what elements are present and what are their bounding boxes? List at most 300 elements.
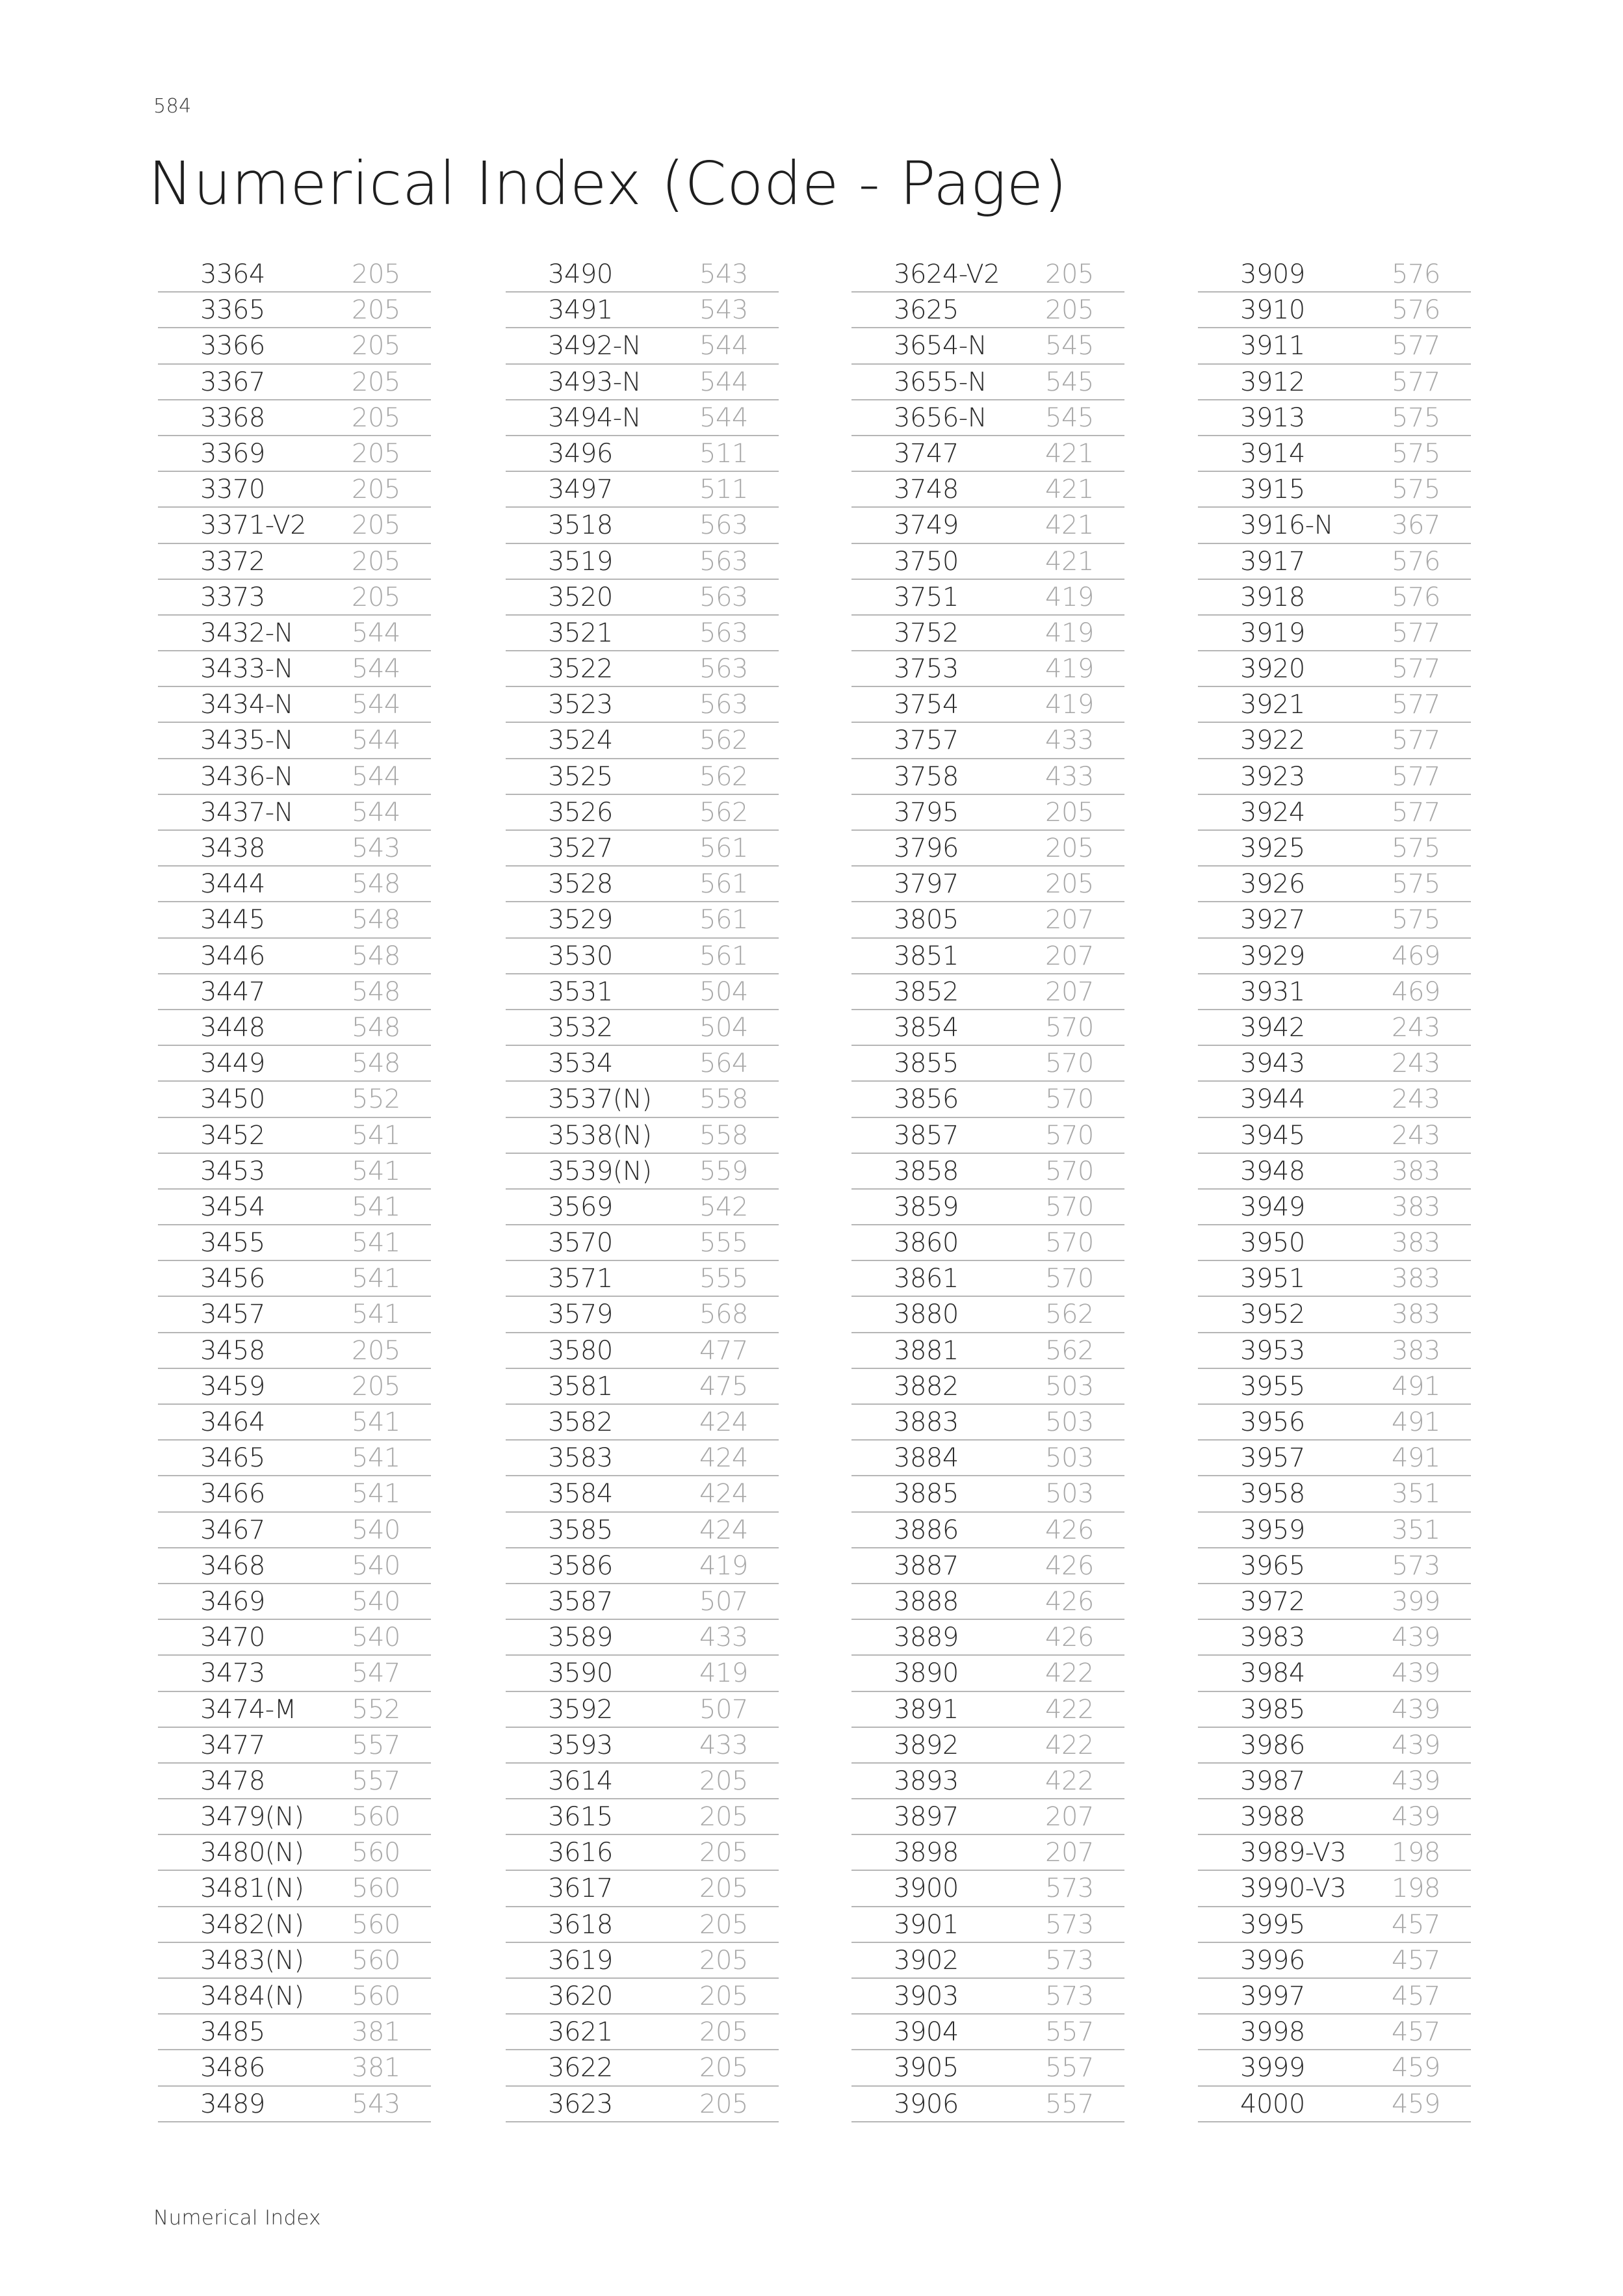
index-code: 3490 [548, 259, 613, 289]
index-page-ref: 457 [1392, 2017, 1440, 2048]
index-code: 3458 [200, 1335, 265, 1366]
index-page-ref: 424 [699, 1515, 748, 1545]
index-page-ref: 568 [699, 1299, 748, 1330]
index-page-ref: 545 [1045, 367, 1094, 397]
index-code: 3856 [894, 1084, 959, 1115]
index-row [851, 1082, 1124, 1117]
index-page-ref: 426 [1045, 1550, 1094, 1581]
index-page-ref: 205 [352, 510, 400, 541]
index-row [1198, 723, 1471, 759]
index-code: 3910 [1240, 295, 1305, 326]
index-row [506, 974, 779, 1010]
index-page-ref: 552 [352, 1694, 400, 1725]
index-page-ref: 205 [699, 2053, 748, 2083]
index-row [158, 1799, 431, 1835]
index-page-ref: 552 [352, 1084, 400, 1115]
index-page-ref: 570 [1045, 1228, 1094, 1259]
index-page-ref: 383 [1392, 1264, 1440, 1294]
index-page-ref: 205 [352, 331, 400, 361]
index-page-ref: 541 [352, 1407, 400, 1437]
index-page-ref: 439 [1392, 1694, 1440, 1725]
index-code: 3432-N [200, 618, 294, 648]
index-row [1198, 1082, 1471, 1117]
index-page-ref: 576 [1392, 582, 1440, 612]
index-code: 3956 [1240, 1407, 1305, 1437]
index-code: 3474-M [200, 1694, 296, 1725]
index-page-ref: 503 [1045, 1407, 1094, 1437]
index-row [851, 1297, 1124, 1333]
index-code: 3435-N [200, 725, 294, 756]
index-page-ref: 541 [352, 1479, 400, 1509]
index-page-ref: 544 [352, 797, 400, 828]
index-code: 3927 [1240, 905, 1305, 935]
index-page-ref: 207 [1045, 976, 1094, 1007]
index-page-ref: 562 [699, 797, 748, 828]
index-row [851, 1118, 1124, 1154]
index-page-ref: 577 [1392, 618, 1440, 648]
index-code: 3886 [894, 1515, 959, 1545]
index-row [506, 1656, 779, 1691]
index-row [1198, 1513, 1471, 1548]
index-row [158, 1692, 431, 1728]
index-code: 3455 [200, 1228, 265, 1259]
index-code: 3464 [200, 1407, 265, 1437]
index-row [506, 2087, 779, 2122]
index-code: 3569 [548, 1192, 613, 1222]
index-code: 3444 [200, 869, 265, 900]
index-code: 3752 [894, 618, 959, 648]
index-page-ref: 560 [352, 1838, 400, 1868]
index-row [506, 436, 779, 472]
index-row [158, 1656, 431, 1691]
index-code: 3593 [548, 1730, 613, 1760]
index-page-ref: 205 [699, 2017, 748, 2048]
index-code: 3617 [548, 1873, 613, 1904]
index-page-ref: 424 [699, 1479, 748, 1509]
index-page-ref: 547 [352, 1658, 400, 1689]
index-page-ref: 541 [352, 1264, 400, 1294]
index-page-ref: 570 [1045, 1012, 1094, 1043]
index-code: 3526 [548, 797, 613, 828]
index-page-ref: 577 [1392, 690, 1440, 720]
index-page-ref: 426 [1045, 1515, 1094, 1545]
index-page-ref: 570 [1045, 1084, 1094, 1115]
index-row [1198, 436, 1471, 472]
index-row [851, 759, 1124, 795]
index-page-ref: 542 [699, 1192, 748, 1222]
index-row [158, 616, 431, 651]
index-row [506, 902, 779, 938]
index-page-ref: 541 [352, 1443, 400, 1474]
index-page-ref: 507 [699, 1586, 748, 1617]
index-page-ref: 557 [1045, 2017, 1094, 2048]
index-page-ref: 545 [1045, 331, 1094, 361]
index-code: 3955 [1240, 1371, 1305, 1402]
index-page-ref: 459 [1392, 2089, 1440, 2119]
index-page-ref: 511 [699, 438, 748, 469]
index-page-ref: 419 [699, 1550, 748, 1581]
index-page-ref: 243 [1392, 1084, 1440, 1115]
index-page-ref: 577 [1392, 797, 1440, 828]
index-code: 3909 [1240, 259, 1305, 289]
index-page-ref: 419 [1045, 618, 1094, 648]
index-row [506, 580, 779, 616]
index-row [1198, 400, 1471, 436]
index-code: 3757 [894, 725, 959, 756]
index-row [158, 795, 431, 831]
index-code: 3479(N) [200, 1802, 304, 1833]
index-page-ref: 573 [1045, 1981, 1094, 2011]
index-page-ref: 570 [1045, 1049, 1094, 1079]
index-page-ref: 573 [1045, 1909, 1094, 1940]
index-code: 3996 [1240, 1945, 1305, 1976]
index-code: 3466 [200, 1479, 265, 1509]
index-page-ref: 543 [352, 2089, 400, 2119]
index-page-ref: 544 [352, 654, 400, 685]
index-row [1198, 759, 1471, 795]
index-row [506, 2050, 779, 2086]
index-code: 3445 [200, 905, 265, 935]
index-page-ref: 243 [1392, 1049, 1440, 1079]
index-page-ref: 457 [1392, 1909, 1440, 1940]
index-row [1198, 1405, 1471, 1441]
index-row [1198, 2050, 1471, 2086]
index-row [158, 1764, 431, 1799]
index-row [851, 651, 1124, 687]
index-page-ref: 576 [1392, 546, 1440, 577]
index-code: 3915 [1240, 475, 1305, 505]
index-page-ref: 555 [699, 1264, 748, 1294]
index-page-ref: 541 [352, 1228, 400, 1259]
index-code: 3926 [1240, 869, 1305, 900]
index-page-ref: 205 [352, 367, 400, 397]
index-page-ref: 433 [1045, 725, 1094, 756]
index-row [851, 1799, 1124, 1835]
index-row [1198, 687, 1471, 723]
index-row [1198, 1010, 1471, 1046]
index-page-ref: 419 [1045, 654, 1094, 685]
index-row [506, 472, 779, 508]
index-code: 3904 [894, 2017, 959, 2048]
index-row [851, 1369, 1124, 1405]
index-code: 3917 [1240, 546, 1305, 577]
index-page-ref: 207 [1045, 941, 1094, 971]
index-row [1198, 472, 1471, 508]
index-code: 3371-V2 [200, 510, 307, 541]
index-page-ref: 491 [1392, 1407, 1440, 1437]
index-page-ref: 540 [352, 1550, 400, 1581]
index-code: 3999 [1240, 2053, 1305, 2083]
index-page-ref: 548 [352, 941, 400, 971]
index-page-ref: 563 [699, 654, 748, 685]
index-code: 3448 [200, 1012, 265, 1043]
index-code: 3754 [894, 690, 959, 720]
index-page-ref: 421 [1045, 546, 1094, 577]
index-page-ref: 383 [1392, 1156, 1440, 1186]
index-row [1198, 293, 1471, 328]
index-code: 3622 [548, 2053, 613, 2083]
index-row [158, 436, 431, 472]
index-code: 3897 [894, 1802, 959, 1833]
index-code: 3805 [894, 905, 959, 935]
index-code: 3623 [548, 2089, 613, 2119]
index-code: 3519 [548, 546, 613, 577]
index-code: 3587 [548, 1586, 613, 1617]
index-code: 3949 [1240, 1192, 1305, 1222]
index-code: 3881 [894, 1335, 959, 1366]
index-row [506, 1620, 779, 1656]
index-row [506, 1871, 779, 1907]
index-page-ref: 543 [699, 295, 748, 326]
index-code: 3906 [894, 2089, 959, 2119]
index-page-ref: 541 [352, 1299, 400, 1330]
index-code: 3582 [548, 1407, 613, 1437]
index-code: 3983 [1240, 1623, 1305, 1653]
index-page-ref: 433 [699, 1623, 748, 1653]
index-code: 3482(N) [200, 1909, 304, 1940]
index-code: 3859 [894, 1192, 959, 1222]
index-page-ref: 570 [1045, 1120, 1094, 1151]
index-code: 3537(N) [548, 1084, 652, 1115]
index-row [506, 1728, 779, 1764]
index-row [1198, 508, 1471, 543]
index-row [158, 1907, 431, 1943]
index-code: 3880 [894, 1299, 959, 1330]
index-code: 3656-N [894, 402, 987, 433]
index-row [851, 293, 1124, 328]
index-column-3 [851, 257, 1124, 2122]
index-code: 3990-V3 [1240, 1873, 1347, 1904]
index-page-ref: 575 [1392, 402, 1440, 433]
index-row [158, 1979, 431, 2015]
index-row [851, 1764, 1124, 1799]
index-row [1198, 795, 1471, 831]
index-row [506, 616, 779, 651]
index-row [158, 687, 431, 723]
index-row [851, 472, 1124, 508]
index-code: 3890 [894, 1658, 959, 1689]
index-row [158, 1620, 431, 1656]
index-page-ref: 205 [699, 2089, 748, 2119]
index-page-ref: 198 [1392, 1873, 1440, 1904]
index-code: 3459 [200, 1371, 265, 1402]
footer-label: Numerical Index [153, 2206, 321, 2230]
index-page-ref: 577 [1392, 367, 1440, 397]
index-row [1198, 1656, 1471, 1691]
index-code: 3531 [548, 976, 613, 1007]
index-page-ref: 561 [699, 941, 748, 971]
index-row [1198, 1979, 1471, 2015]
index-page-ref: 491 [1392, 1371, 1440, 1402]
index-page-ref: 564 [699, 1049, 748, 1079]
index-page-ref: 573 [1045, 1945, 1094, 1976]
index-code: 3950 [1240, 1228, 1305, 1259]
index-row [851, 1441, 1124, 1476]
index-code: 3952 [1240, 1299, 1305, 1330]
index-row [851, 1010, 1124, 1046]
index-row [851, 257, 1124, 293]
index-row [851, 1333, 1124, 1369]
index-row [158, 472, 431, 508]
index-code: 3749 [894, 510, 959, 541]
index-page-ref: 540 [352, 1586, 400, 1617]
index-code: 3625 [894, 295, 959, 326]
index-code: 3854 [894, 1012, 959, 1043]
index-row [506, 1584, 779, 1620]
index-page-ref: 205 [1045, 869, 1094, 900]
index-row [1198, 1728, 1471, 1764]
index-page-ref: 207 [1045, 1802, 1094, 1833]
index-row [851, 1261, 1124, 1297]
index-row [506, 400, 779, 436]
index-page-ref: 422 [1045, 1730, 1094, 1760]
index-row [1198, 1584, 1471, 1620]
index-page-ref: 555 [699, 1228, 748, 1259]
index-page-ref: 576 [1392, 259, 1440, 289]
index-row [851, 580, 1124, 616]
index-row [506, 1943, 779, 1979]
index-code: 3919 [1240, 618, 1305, 648]
index-row [851, 831, 1124, 867]
index-page-ref: 560 [352, 1909, 400, 1940]
index-page-ref: 570 [1045, 1264, 1094, 1294]
index-row [506, 1297, 779, 1333]
index-code: 3995 [1240, 1909, 1305, 1940]
index-column-4 [1198, 257, 1471, 2122]
index-row [506, 1441, 779, 1476]
index-row [158, 723, 431, 759]
index-page-ref: 422 [1045, 1658, 1094, 1689]
page-title: Numerical Index (Code - Page) [148, 149, 1068, 218]
index-row [506, 1513, 779, 1548]
index-page-ref: 577 [1392, 725, 1440, 756]
index-row [506, 831, 779, 867]
index-code: 3485 [200, 2017, 265, 2048]
index-code: 3858 [894, 1156, 959, 1186]
index-code: 3891 [894, 1694, 959, 1725]
index-page-ref: 573 [1392, 1550, 1440, 1581]
index-row [851, 328, 1124, 364]
index-code: 3972 [1240, 1586, 1305, 1617]
index-code: 3518 [548, 510, 613, 541]
index-code: 3857 [894, 1120, 959, 1151]
index-page-ref: 548 [352, 1012, 400, 1043]
index-code: 3525 [548, 761, 613, 792]
index-code: 3924 [1240, 797, 1305, 828]
index-page-ref: 383 [1392, 1192, 1440, 1222]
index-row [1198, 580, 1471, 616]
index-row [158, 1584, 431, 1620]
index-page-ref: 205 [352, 259, 400, 289]
index-code: 3468 [200, 1550, 265, 1581]
index-row [506, 293, 779, 328]
index-row [506, 1046, 779, 1082]
index-code: 3496 [548, 438, 613, 469]
index-code: 3586 [548, 1550, 613, 1581]
index-row [158, 759, 431, 795]
index-row [158, 1010, 431, 1046]
index-page-ref: 503 [1045, 1443, 1094, 1474]
index-code: 3614 [548, 1766, 613, 1796]
index-page-ref: 439 [1392, 1658, 1440, 1689]
index-page-ref: 205 [352, 1371, 400, 1402]
index-row [851, 974, 1124, 1010]
index-page-ref: 540 [352, 1623, 400, 1653]
index-code: 3751 [894, 582, 959, 612]
index-code: 3481(N) [200, 1873, 304, 1904]
index-row [506, 1261, 779, 1297]
index-page-ref: 544 [699, 367, 748, 397]
index-code: 3988 [1240, 1802, 1305, 1833]
index-page-ref: 207 [1045, 905, 1094, 935]
index-code: 3901 [894, 1909, 959, 1940]
index-code: 3581 [548, 1371, 613, 1402]
index-code: 3437-N [200, 797, 294, 828]
index-code: 3523 [548, 690, 613, 720]
index-code: 3467 [200, 1515, 265, 1545]
index-row [506, 365, 779, 400]
index-code: 3478 [200, 1766, 265, 1796]
index-row [158, 400, 431, 436]
index-code: 3942 [1240, 1012, 1305, 1043]
index-page-ref: 205 [352, 402, 400, 433]
index-code: 3530 [548, 941, 613, 971]
index-code: 3957 [1240, 1443, 1305, 1474]
index-page-ref: 205 [699, 1838, 748, 1868]
index-page-ref: 422 [1045, 1766, 1094, 1796]
index-row [851, 1692, 1124, 1728]
index-code: 3539(N) [548, 1156, 652, 1186]
index-page-ref: 205 [1045, 259, 1094, 289]
index-row [851, 2087, 1124, 2122]
index-code: 3592 [548, 1694, 613, 1725]
index-page-ref: 544 [699, 331, 748, 361]
index-code: 3913 [1240, 402, 1305, 433]
index-code: 3855 [894, 1049, 959, 1079]
index-code: 3948 [1240, 1156, 1305, 1186]
index-page-ref: 562 [1045, 1335, 1094, 1366]
index-row [506, 1225, 779, 1261]
index-row [851, 1620, 1124, 1656]
index-code: 3494-N [548, 402, 642, 433]
index-row [158, 1943, 431, 1979]
index-code: 3615 [548, 1802, 613, 1833]
index-page-ref: 381 [352, 2017, 400, 2048]
index-code: 3570 [548, 1228, 613, 1259]
index-page-ref: 424 [699, 1407, 748, 1437]
index-page-ref: 576 [1392, 295, 1440, 326]
index-row [158, 831, 431, 867]
index-row [851, 1871, 1124, 1907]
index-row [158, 365, 431, 400]
index-code: 3796 [894, 833, 959, 863]
index-page-ref: 548 [352, 869, 400, 900]
index-row [158, 1871, 431, 1907]
index-code: 3521 [548, 618, 613, 648]
index-code: 3795 [894, 797, 959, 828]
index-row [1198, 365, 1471, 400]
index-page-ref: 560 [352, 1945, 400, 1976]
index-code: 3655-N [894, 367, 987, 397]
index-page-ref: 205 [699, 1802, 748, 1833]
index-page-ref: 419 [1045, 582, 1094, 612]
index-row [158, 257, 431, 293]
index-page-ref: 469 [1392, 976, 1440, 1007]
index-page-ref: 205 [1045, 797, 1094, 828]
index-page-ref: 475 [699, 1371, 748, 1402]
index-row [1198, 1333, 1471, 1369]
index-page-ref: 563 [699, 618, 748, 648]
